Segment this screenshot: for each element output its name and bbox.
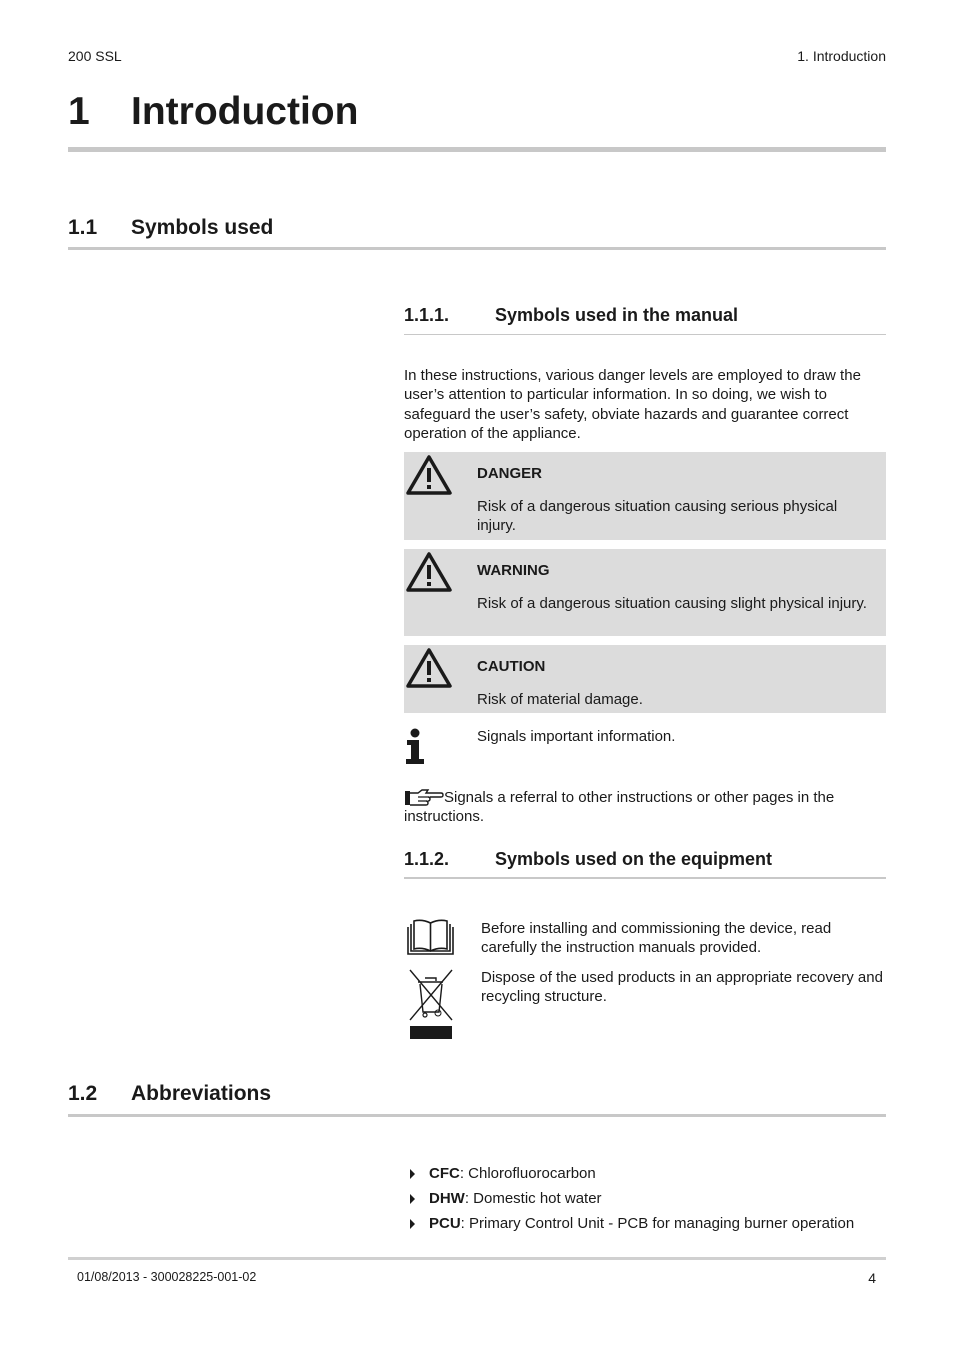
abbreviations-list bbox=[408, 1161, 854, 1236]
triangle-bullet-icon bbox=[410, 1219, 415, 1229]
subsection-1-1-2-number: 1.1.2. bbox=[404, 849, 450, 869]
abbr-definition: : Chlorofluorocarbon bbox=[459, 1165, 596, 1182]
subsection-1-1-1-number: 1.1.1. bbox=[404, 305, 450, 325]
chapter-number: 1 bbox=[68, 90, 90, 133]
subsection-1-1-2-rule bbox=[404, 877, 886, 879]
intro-paragraph: In these instructions, various danger levels are employed to draw the user’s attention to particular information. In so doing, we wish to safeguard the user’s safety, obviate hazards and guarantee correct operation of the appliance. bbox=[404, 367, 861, 442]
warning-title: WARNING bbox=[477, 562, 550, 579]
info-icon bbox=[404, 728, 428, 766]
referral-text: Signals a referral to other instructions or other pages in the instructions. bbox=[404, 789, 835, 826]
subsection-1-1-1-rule bbox=[404, 334, 886, 335]
section-1-2-title: Abbreviations bbox=[131, 1082, 272, 1105]
subsection-1-1-2-title: Symbols used on the equipment bbox=[495, 849, 773, 869]
caution-title: CAUTION bbox=[477, 658, 546, 675]
section-1-2-rule bbox=[68, 1114, 886, 1117]
section-1-2-heading bbox=[68, 1082, 271, 1106]
warning-triangle-icon bbox=[405, 647, 453, 689]
caution-text: Risk of material damage. bbox=[477, 691, 643, 708]
open-book-icon bbox=[407, 918, 454, 956]
info-text: Signals important information. bbox=[477, 728, 676, 745]
list-item bbox=[408, 1186, 854, 1211]
triangle-bullet-icon bbox=[410, 1194, 415, 1204]
crossed-bin-icon bbox=[407, 968, 454, 1040]
section-1-2-number: 1.2 bbox=[68, 1082, 98, 1105]
caution-box bbox=[404, 645, 886, 713]
list-item bbox=[408, 1161, 854, 1186]
section-1-1-rule bbox=[68, 247, 886, 250]
abbr-term: PCU bbox=[429, 1215, 461, 1232]
equipment-recycle-text: Dispose of the used products in an appropriate recovery and recycling structure. bbox=[481, 969, 883, 1006]
danger-box bbox=[404, 452, 886, 540]
danger-text: Risk of a dangerous situation causing serious physical injury. bbox=[477, 498, 838, 535]
abbr-term: CFC bbox=[429, 1165, 460, 1182]
section-1-1-title: Symbols used bbox=[131, 216, 274, 239]
triangle-bullet-icon bbox=[410, 1169, 415, 1179]
abbr-definition: : Domestic hot water bbox=[464, 1190, 602, 1207]
section-1-1-heading bbox=[68, 216, 273, 240]
subsection-1-1-1-heading bbox=[404, 305, 738, 326]
footer-document-ref: 01/08/2013 - 300028225-001-02 bbox=[77, 1270, 257, 1284]
danger-title: DANGER bbox=[477, 465, 543, 482]
chapter-rule bbox=[68, 147, 886, 152]
subsection-1-1-2-heading bbox=[404, 849, 772, 870]
subsection-1-1-1-title: Symbols used in the manual bbox=[495, 305, 739, 325]
abbr-term: DHW bbox=[429, 1190, 465, 1207]
section-1-1-number: 1.1 bbox=[68, 216, 98, 239]
header-chapter-name: 1. Introduction bbox=[797, 48, 886, 64]
footer-rule bbox=[68, 1257, 886, 1260]
chapter-title-text: Introduction bbox=[131, 90, 359, 133]
page-number: 4 bbox=[868, 1270, 876, 1286]
equipment-manual-text: Before installing and commissioning the device, read carefully the instruction manuals provided. bbox=[481, 920, 832, 957]
header-document-name: 200 SSL bbox=[68, 48, 122, 64]
warning-box bbox=[404, 549, 886, 636]
warning-triangle-icon bbox=[405, 551, 453, 593]
warning-triangle-icon bbox=[405, 454, 453, 496]
list-item bbox=[408, 1211, 854, 1236]
abbr-definition: : Primary Control Unit - PCB for managing burner operation bbox=[460, 1215, 855, 1232]
chapter-title bbox=[68, 90, 358, 134]
warning-text: Risk of a dangerous situation causing slight physical injury. bbox=[477, 595, 867, 612]
